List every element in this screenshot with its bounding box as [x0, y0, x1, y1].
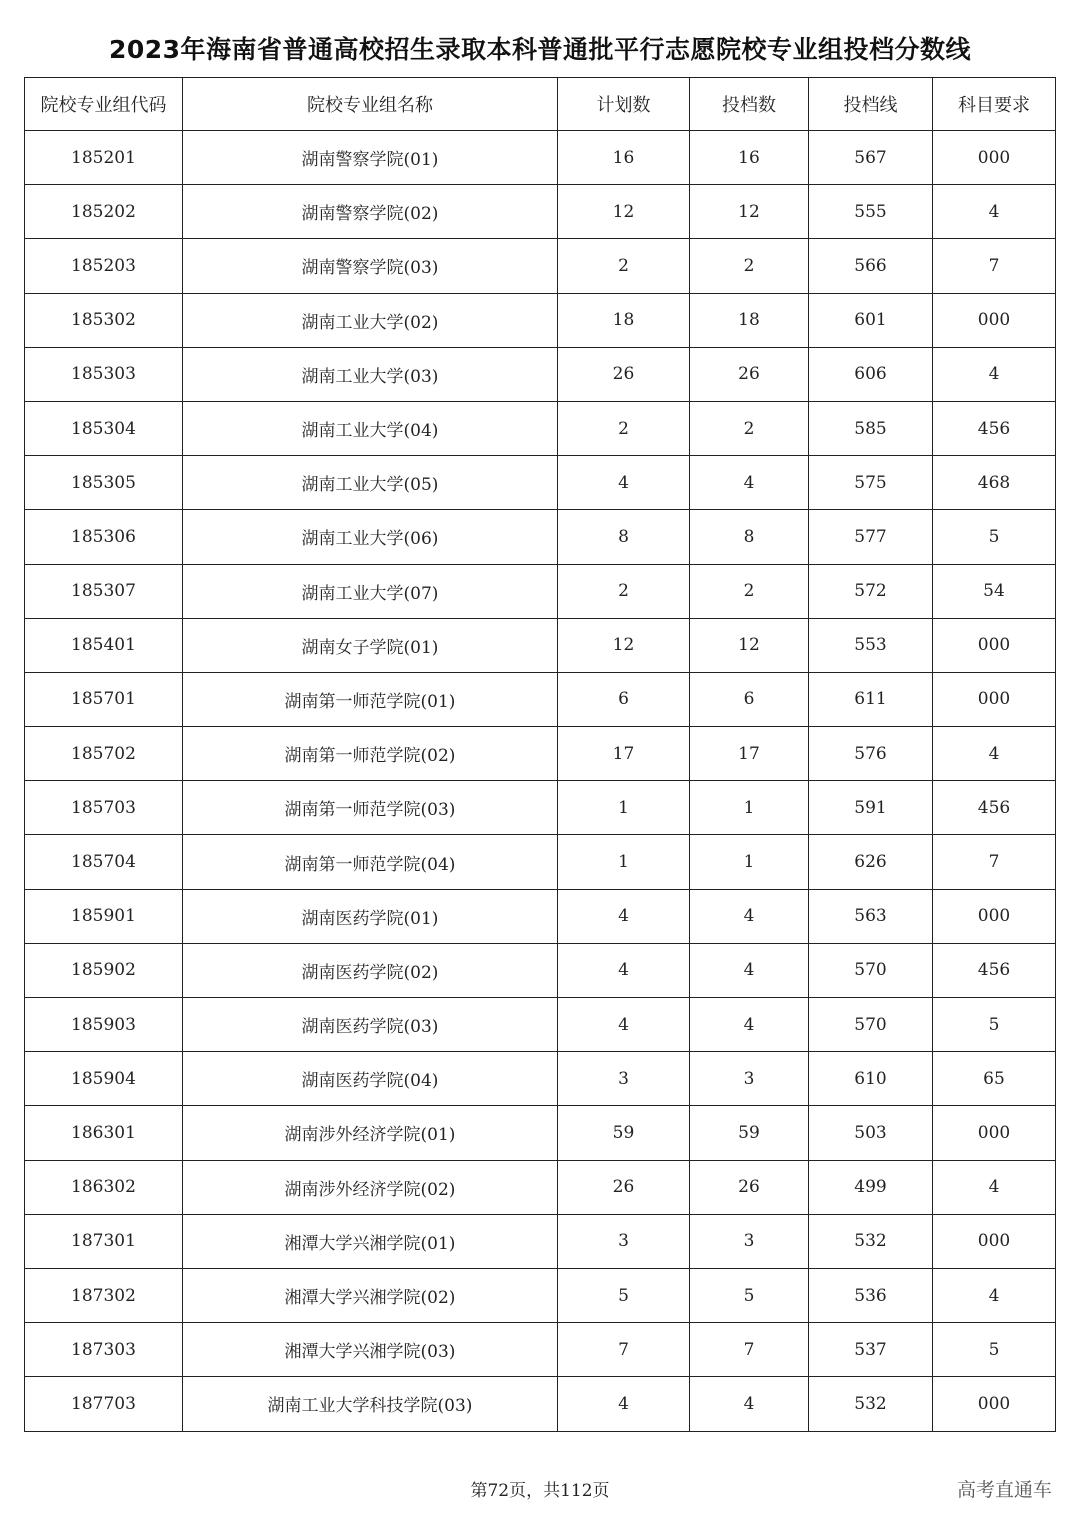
cell-subject-requirement: 456	[933, 401, 1056, 455]
cell-group-name: 湖南第一师范学院(01)	[183, 672, 558, 726]
cell-cutoff-score: 566	[809, 239, 933, 293]
cell-subject-requirement: 4	[933, 185, 1056, 239]
cell-group-name: 湖南医药学院(01)	[183, 889, 558, 943]
cell-group-name: 湖南工业大学科技学院(03)	[183, 1377, 558, 1431]
score-table	[24, 77, 1056, 1432]
cell-plan-count: 5	[558, 1268, 690, 1322]
cell-group-name: 湖南医药学院(02)	[183, 943, 558, 997]
cell-group-code: 186302	[25, 1160, 183, 1214]
cell-group-name: 湖南工业大学(06)	[183, 510, 558, 564]
table-row	[25, 727, 1056, 781]
cell-group-code: 185201	[25, 131, 183, 185]
table-row	[25, 781, 1056, 835]
cell-cutoff-score: 626	[809, 835, 933, 889]
table-row	[25, 835, 1056, 889]
cell-plan-count: 4	[558, 998, 690, 1052]
cell-group-code: 186301	[25, 1106, 183, 1160]
cell-group-code: 187301	[25, 1214, 183, 1268]
cell-filed-count: 7	[690, 1323, 809, 1377]
cell-cutoff-score: 563	[809, 889, 933, 943]
table-row	[25, 1323, 1056, 1377]
cell-plan-count: 26	[558, 347, 690, 401]
cell-group-code: 185704	[25, 835, 183, 889]
cell-group-name: 湖南涉外经济学院(01)	[183, 1106, 558, 1160]
cell-cutoff-score: 553	[809, 618, 933, 672]
cell-subject-requirement: 000	[933, 618, 1056, 672]
cell-subject-requirement: 000	[933, 1214, 1056, 1268]
cell-filed-count: 4	[690, 456, 809, 510]
cell-cutoff-score: 532	[809, 1214, 933, 1268]
cell-subject-requirement: 54	[933, 564, 1056, 618]
cell-subject-requirement: 5	[933, 510, 1056, 564]
cell-group-code: 187302	[25, 1268, 183, 1322]
cell-filed-count: 2	[690, 239, 809, 293]
cell-group-name: 湖南工业大学(04)	[183, 401, 558, 455]
cell-group-code: 185302	[25, 293, 183, 347]
cell-group-name: 湘潭大学兴湘学院(02)	[183, 1268, 558, 1322]
cell-group-name: 湖南第一师范学院(03)	[183, 781, 558, 835]
table-row	[25, 1377, 1056, 1431]
cell-subject-requirement: 65	[933, 1052, 1056, 1106]
header-filed-count: 投档数	[690, 78, 809, 131]
cell-cutoff-score: 572	[809, 564, 933, 618]
cell-plan-count: 59	[558, 1106, 690, 1160]
table-row	[25, 401, 1056, 455]
cell-filed-count: 59	[690, 1106, 809, 1160]
cell-group-code: 185306	[25, 510, 183, 564]
cell-filed-count: 4	[690, 889, 809, 943]
cell-subject-requirement: 5	[933, 998, 1056, 1052]
cell-plan-count: 4	[558, 1377, 690, 1431]
table-row	[25, 293, 1056, 347]
cell-cutoff-score: 576	[809, 727, 933, 781]
cell-plan-count: 12	[558, 185, 690, 239]
cell-group-name: 湖南警察学院(01)	[183, 131, 558, 185]
cell-group-name: 湖南第一师范学院(04)	[183, 835, 558, 889]
cell-cutoff-score: 555	[809, 185, 933, 239]
cell-group-code: 187303	[25, 1323, 183, 1377]
cell-filed-count: 26	[690, 1160, 809, 1214]
cell-filed-count: 1	[690, 835, 809, 889]
cell-group-name: 湖南医药学院(04)	[183, 1052, 558, 1106]
cell-subject-requirement: 4	[933, 1160, 1056, 1214]
cell-group-code: 185401	[25, 618, 183, 672]
table-row	[25, 889, 1056, 943]
cell-cutoff-score: 499	[809, 1160, 933, 1214]
table-row	[25, 456, 1056, 510]
cell-cutoff-score: 591	[809, 781, 933, 835]
cell-group-code: 185305	[25, 456, 183, 510]
cell-group-code: 185904	[25, 1052, 183, 1106]
cell-group-name: 湘潭大学兴湘学院(01)	[183, 1214, 558, 1268]
cell-group-name: 湖南涉外经济学院(02)	[183, 1160, 558, 1214]
cell-plan-count: 12	[558, 618, 690, 672]
table-row	[25, 1268, 1056, 1322]
cell-plan-count: 26	[558, 1160, 690, 1214]
cell-group-name: 湖南警察学院(03)	[183, 239, 558, 293]
cell-plan-count: 1	[558, 835, 690, 889]
watermark-text: 高考直通车	[956, 1479, 1052, 1501]
cell-group-code: 185202	[25, 185, 183, 239]
cell-cutoff-score: 601	[809, 293, 933, 347]
cell-subject-requirement: 4	[933, 347, 1056, 401]
cell-cutoff-score: 575	[809, 456, 933, 510]
table-row	[25, 347, 1056, 401]
cell-plan-count: 4	[558, 889, 690, 943]
cell-filed-count: 6	[690, 672, 809, 726]
table-row	[25, 672, 1056, 726]
table-row	[25, 943, 1056, 997]
header-group-name: 院校专业组名称	[183, 78, 558, 131]
cell-plan-count: 4	[558, 943, 690, 997]
cell-plan-count: 7	[558, 1323, 690, 1377]
cell-group-code: 185701	[25, 672, 183, 726]
cell-subject-requirement: 000	[933, 293, 1056, 347]
cell-subject-requirement: 000	[933, 131, 1056, 185]
table-row	[25, 131, 1056, 185]
cell-filed-count: 4	[690, 943, 809, 997]
cell-cutoff-score: 611	[809, 672, 933, 726]
cell-plan-count: 6	[558, 672, 690, 726]
cell-cutoff-score: 537	[809, 1323, 933, 1377]
cell-cutoff-score: 606	[809, 347, 933, 401]
table-row	[25, 510, 1056, 564]
cell-plan-count: 3	[558, 1052, 690, 1106]
cell-plan-count: 2	[558, 401, 690, 455]
table-header-row	[25, 78, 1056, 131]
cell-filed-count: 12	[690, 185, 809, 239]
cell-group-name: 湖南警察学院(02)	[183, 185, 558, 239]
cell-plan-count: 2	[558, 239, 690, 293]
header-group-code: 院校专业组代码	[25, 78, 183, 131]
cell-group-name: 湖南工业大学(02)	[183, 293, 558, 347]
cell-filed-count: 4	[690, 998, 809, 1052]
table-body	[25, 131, 1056, 1432]
cell-filed-count: 17	[690, 727, 809, 781]
header-subject-requirement: 科目要求	[933, 78, 1056, 131]
cell-subject-requirement: 000	[933, 1106, 1056, 1160]
cell-cutoff-score: 570	[809, 998, 933, 1052]
cell-group-name: 湘潭大学兴湘学院(03)	[183, 1323, 558, 1377]
cell-subject-requirement: 4	[933, 727, 1056, 781]
cell-filed-count: 3	[690, 1052, 809, 1106]
page-number: 第72页，共112页	[470, 1481, 610, 1501]
table-row	[25, 564, 1056, 618]
table-row	[25, 1106, 1056, 1160]
cell-filed-count: 12	[690, 618, 809, 672]
cell-cutoff-score: 567	[809, 131, 933, 185]
cell-subject-requirement: 4	[933, 1268, 1056, 1322]
cell-group-name: 湖南工业大学(07)	[183, 564, 558, 618]
cell-group-code: 185304	[25, 401, 183, 455]
cell-group-code: 185203	[25, 239, 183, 293]
cell-plan-count: 17	[558, 727, 690, 781]
cell-plan-count: 1	[558, 781, 690, 835]
cell-subject-requirement: 7	[933, 835, 1056, 889]
cell-subject-requirement: 456	[933, 781, 1056, 835]
cell-group-code: 185303	[25, 347, 183, 401]
cell-group-name: 湖南第一师范学院(02)	[183, 727, 558, 781]
cell-subject-requirement: 468	[933, 456, 1056, 510]
cell-cutoff-score: 536	[809, 1268, 933, 1322]
cell-group-code: 185902	[25, 943, 183, 997]
cell-cutoff-score: 532	[809, 1377, 933, 1431]
header-plan-count: 计划数	[558, 78, 690, 131]
cell-group-code: 187703	[25, 1377, 183, 1431]
cell-filed-count: 26	[690, 347, 809, 401]
table-row	[25, 1052, 1056, 1106]
cell-group-code: 185702	[25, 727, 183, 781]
cell-group-code: 185703	[25, 781, 183, 835]
cell-plan-count: 2	[558, 564, 690, 618]
cell-filed-count: 2	[690, 401, 809, 455]
cell-group-code: 185903	[25, 998, 183, 1052]
cell-cutoff-score: 610	[809, 1052, 933, 1106]
cell-subject-requirement: 000	[933, 889, 1056, 943]
cell-filed-count: 18	[690, 293, 809, 347]
cell-filed-count: 8	[690, 510, 809, 564]
cell-cutoff-score: 577	[809, 510, 933, 564]
cell-plan-count: 8	[558, 510, 690, 564]
header-cutoff-score: 投档线	[809, 78, 933, 131]
cell-subject-requirement: 000	[933, 672, 1056, 726]
cell-subject-requirement: 000	[933, 1377, 1056, 1431]
cell-group-name: 湖南医药学院(03)	[183, 998, 558, 1052]
cell-group-name: 湖南女子学院(01)	[183, 618, 558, 672]
table-row	[25, 185, 1056, 239]
cell-filed-count: 3	[690, 1214, 809, 1268]
cell-subject-requirement: 5	[933, 1323, 1056, 1377]
table-row	[25, 239, 1056, 293]
cell-cutoff-score: 570	[809, 943, 933, 997]
table-row	[25, 998, 1056, 1052]
table-row	[25, 1160, 1056, 1214]
cell-cutoff-score: 585	[809, 401, 933, 455]
cell-group-code: 185307	[25, 564, 183, 618]
cell-filed-count: 4	[690, 1377, 809, 1431]
cell-plan-count: 3	[558, 1214, 690, 1268]
table-row	[25, 1214, 1056, 1268]
cell-filed-count: 5	[690, 1268, 809, 1322]
table-row	[25, 618, 1056, 672]
cell-group-name: 湖南工业大学(05)	[183, 456, 558, 510]
cell-filed-count: 2	[690, 564, 809, 618]
page-title: 2023年海南省普通高校招生录取本科普通批平行志愿院校专业组投档分数线	[108, 35, 972, 64]
cell-filed-count: 1	[690, 781, 809, 835]
cell-cutoff-score: 503	[809, 1106, 933, 1160]
cell-plan-count: 4	[558, 456, 690, 510]
cell-plan-count: 18	[558, 293, 690, 347]
cell-filed-count: 16	[690, 131, 809, 185]
cell-group-name: 湖南工业大学(03)	[183, 347, 558, 401]
cell-subject-requirement: 7	[933, 239, 1056, 293]
cell-subject-requirement: 456	[933, 943, 1056, 997]
cell-group-code: 185901	[25, 889, 183, 943]
cell-plan-count: 16	[558, 131, 690, 185]
